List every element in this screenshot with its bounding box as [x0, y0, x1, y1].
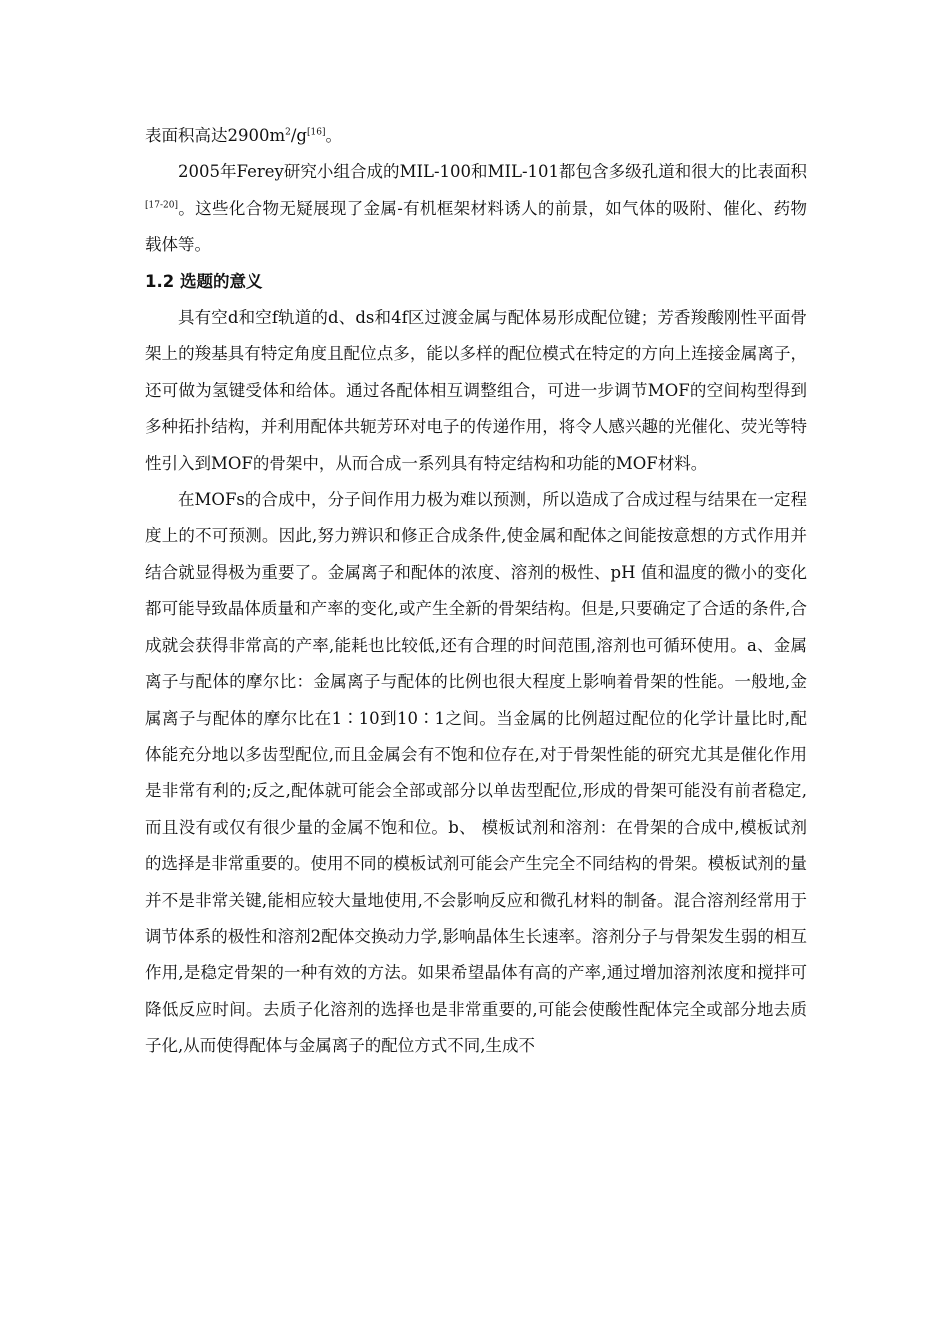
superscript: 2 [285, 127, 291, 138]
paragraph-mil [145, 154, 807, 263]
document-page [145, 118, 807, 1065]
paragraph-text: 。这些化合物无疑展现了金属-有机框架材料诱人的前景，如气体的吸附、催化、药物载体等。 [145, 198, 807, 255]
paragraph-continuation [145, 118, 807, 154]
paragraph-ligand: 具有空d和空f轨道的d、ds和4f区过渡金属与配体易形成配位键；芳香羧酸刚性平面骨架上的羧基具有特定角度且配位点多，能以多样的配位模式在特定的方向上连接金属离子，还可做为氢键受体和给体。通过各配体相互调整组合，可进一步调节MOF的空间构型得到多种拓扑结构，并利用配体共轭芳环对电子的传递作用，将令人感兴趣的光催化、荧光等特性引入到MOF的骨架中，从而合成一系列具有特定结构和功能的MOF材料。 [145, 308, 807, 473]
paragraph-text: 表面积高达2900m [145, 126, 286, 145]
paragraph-text: /g [290, 126, 307, 145]
paragraph-text: 。 [325, 126, 342, 145]
citation-ref: [17-20] [145, 200, 178, 211]
citation-ref: [16] [307, 127, 326, 138]
paragraph-synthesis: 在MOFs的合成中，分子间作用力极为难以预测，所以造成了合成过程与结果在一定程度上的不可预测。因此,努力辨识和修正合成条件,使金属和配体之间能按意想的方式作用并结合就显得极为重要了。金属离子和配体的浓度、溶剂的极性、pH 值和温度的微小的变化都可能导致晶体质量和产率的变化,或产生全新的骨架结构。但是,只要确定了合适的条件,合成就会获得非常高的产率,能耗也比较低,还有合理的时间范围,溶剂也可循环使用。a、金属离子与配体的摩尔比：金属离子与配体的比例也很大程度上影响着骨架的性能。一般地,金属离子与配体的摩尔比在1∶10到10∶1之间。当金属的比例超过配位的化学计量比时,配体能充分地以多齿型配位,而且金属会有不饱和位存在,对于骨架性能的研究尤其是催化作用是非常有利的;反之,配体就可能会全部或部分以单齿型配位,形成的骨架可能没有前者稳定,而且没有或仅有很少量的金属不饱和位。b、 模板试剂和溶剂：在骨架的合成中,模板试剂的选择是非常重要的。使用不同的模板试剂可能会产生完全不同结构的骨架。模板试剂的量并不是非常关键,能相应较大量地使用,不会影响反应和微孔材料的制备。混合溶剂经常用于调节体系的极性和溶剂2配体交换动力学,影响晶体生长速率。溶剂分子与骨架发生弱的相互作用,是稳定骨架的一种有效的方法。如果希望晶体有高的产率,通过增加溶剂浓度和搅拌可降低反应时间。去质子化溶剂的选择也是非常重要的,可能会使酸性配体完全或部分地去质子化,从而使得配体与金属离子的配位方式不同,生成不 [145, 490, 807, 1056]
section-heading: 1.2 选题的意义 [145, 271, 263, 291]
paragraph-text: 2005年Ferey研究小组合成的MIL-100和MIL-101都包含多级孔道和很大的比表面积 [178, 162, 807, 182]
